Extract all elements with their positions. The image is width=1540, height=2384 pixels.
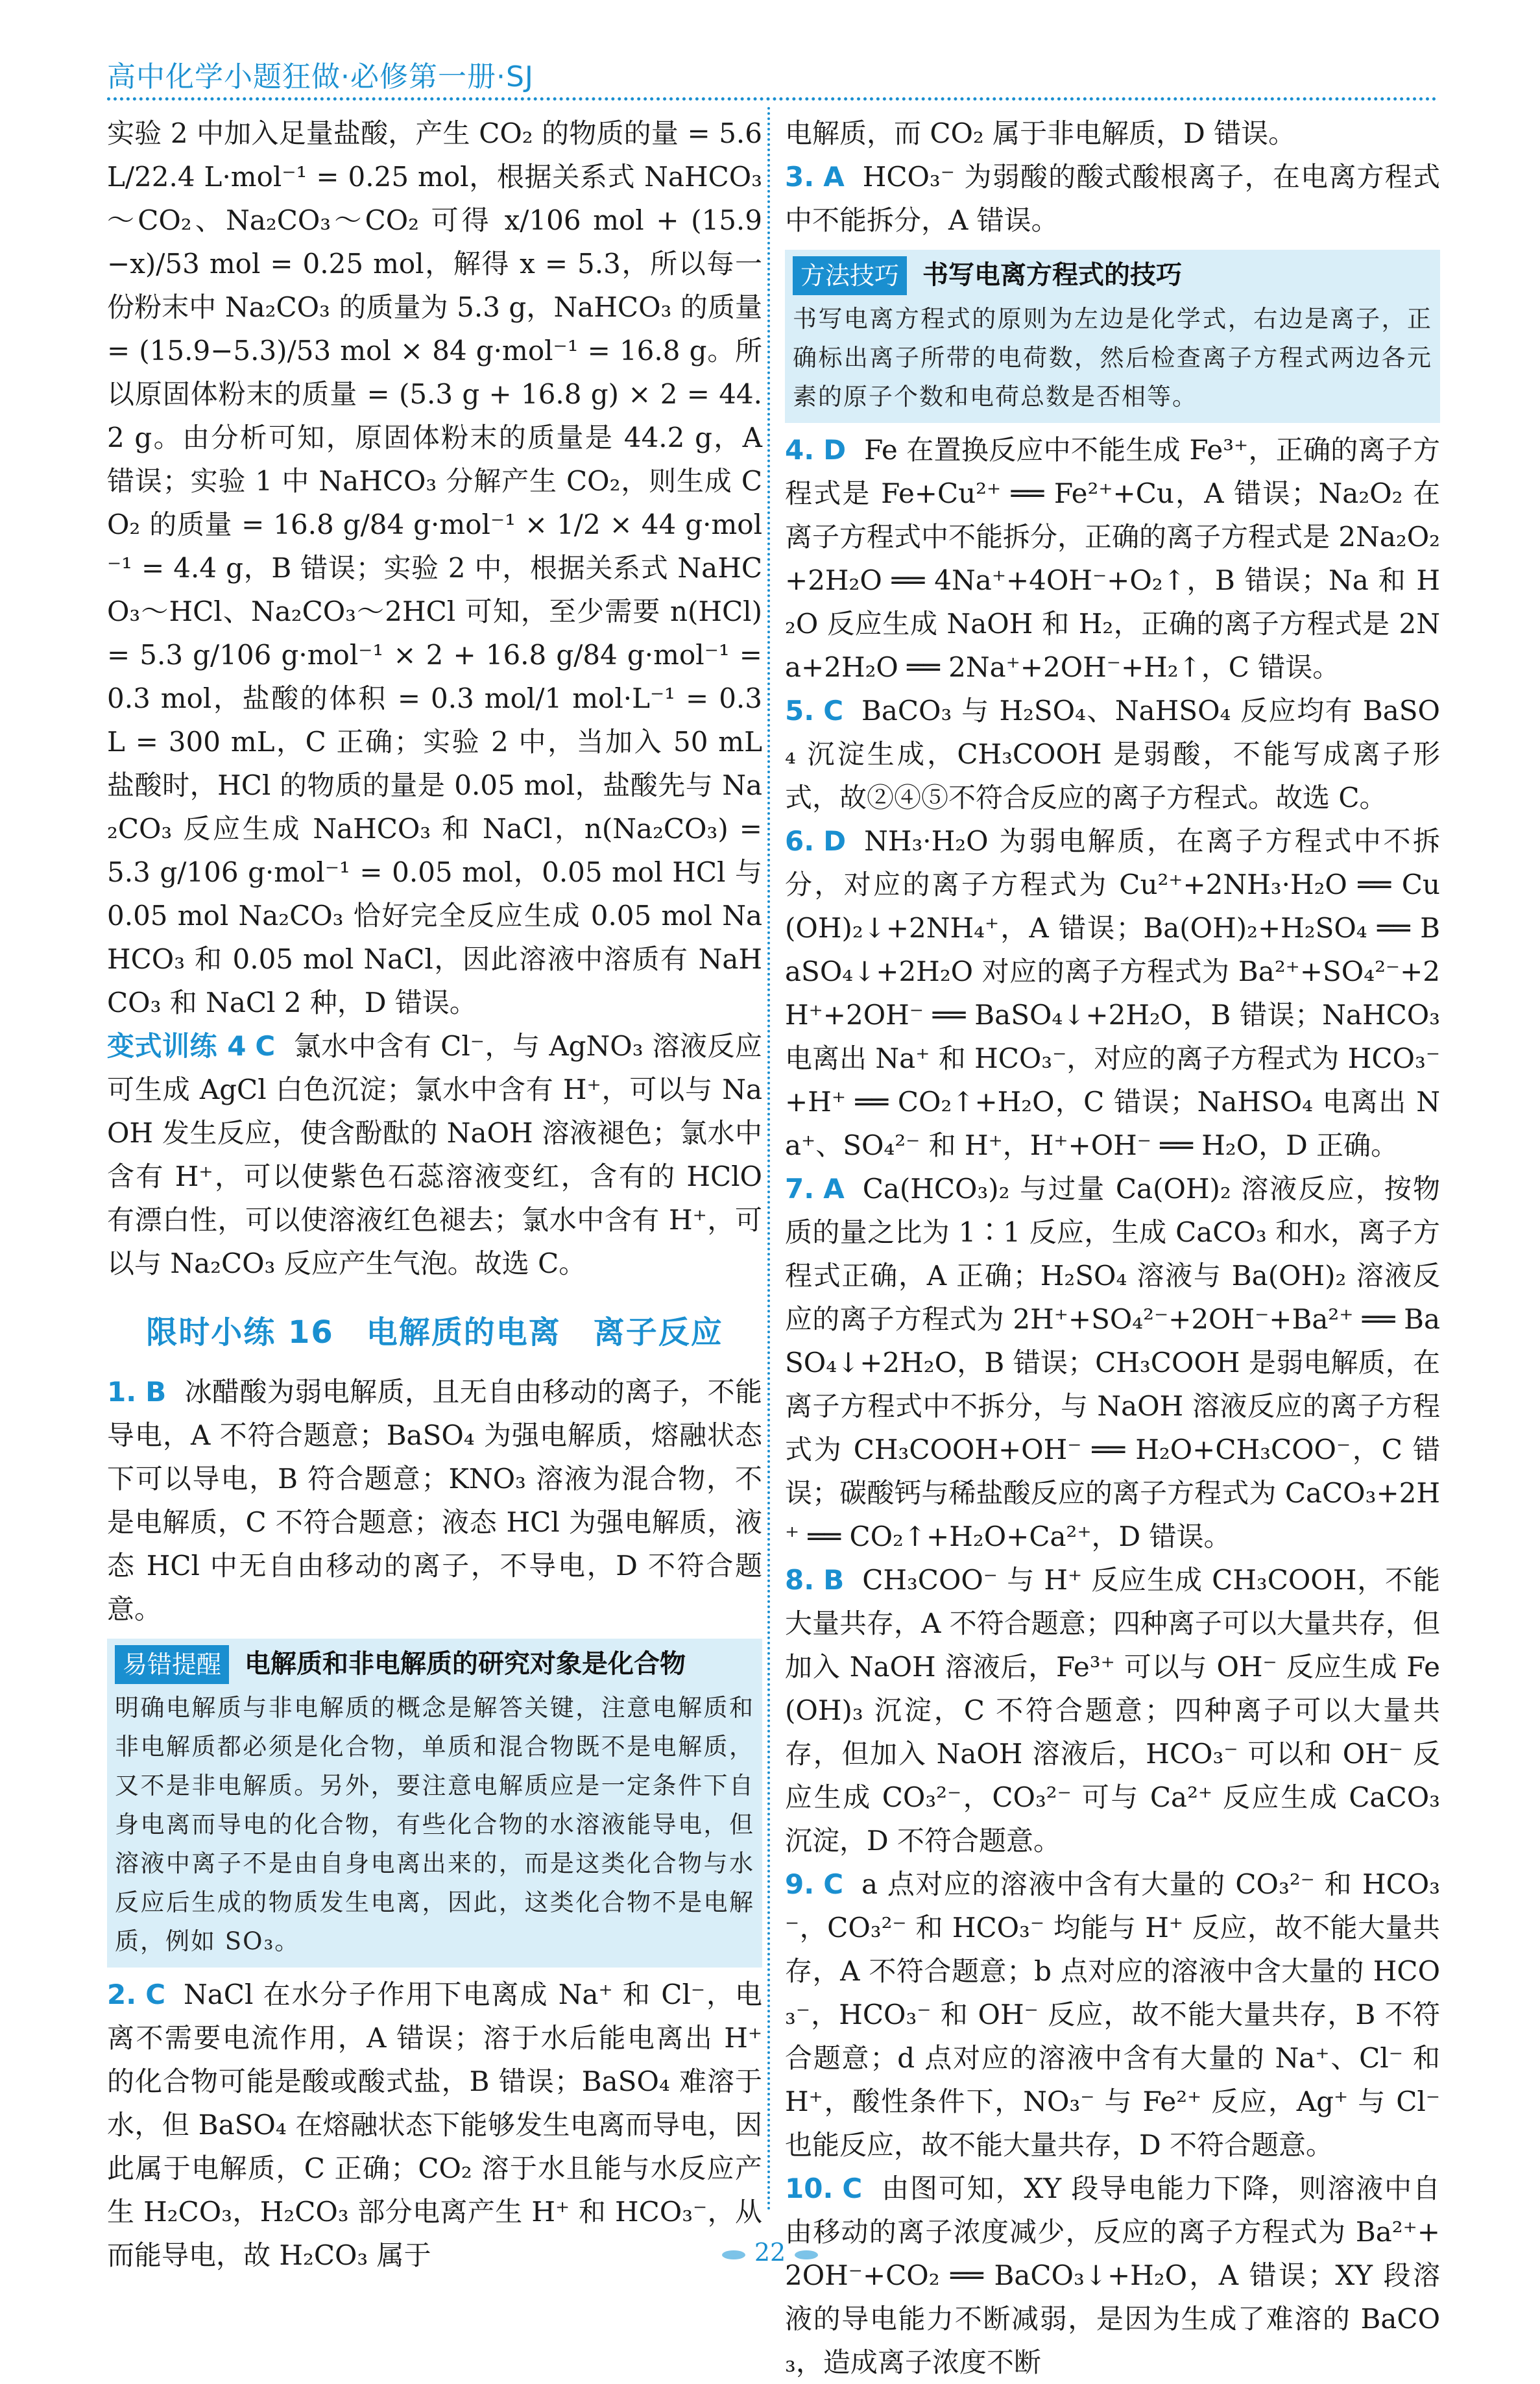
- right-column: [785, 112, 1440, 2384]
- variant-text: 氯水中含有 Cl⁻，与 AgNO₃ 溶液反应可生成 AgCl 白色沉淀；氯水中含有 H⁺，可以与 NaOH 发生反应，使含酚酞的 NaOH 溶液褪色；氯水中含有 H⁺，可以使紫色石蕊溶液变红，含有的 HClO 有漂白性，可以使溶液红色褪去；氯水中含有 H⁺，可以与 Na₂CO₃ 反应产生气泡。故选 C。: [107, 1030, 762, 1279]
- question-10: [785, 2167, 1440, 2384]
- calc-paragraph: 实验 2 中加入足量盐酸，产生 CO₂ 的物质的量 = 5.6 L/22.4 L·mol⁻¹ = 0.25 mol，根据关系式 NaHCO₃～CO₂、Na₂CO₃～CO₂ 可得 x/106 mol + (15.9−x)/53 mol = 0.25 mol，解得 x = 5.3，所以每一份粉末中 Na₂CO₃ 的质量为 5.3 g，NaHCO₃ 的质量 = (15.9−5.3)/53 mol × 84 g·mol⁻¹ = 16.8 g。所以原固体粉末的质量 = (5.3 g + 16.8 g) × 2 = 44.2 g。由分析可知，原固体粉末的质量是 44.2 g，A 错误；实验 1 中 NaHCO₃ 分解产生 CO₂，则生成 CO₂ 的质量 = 16.8 g/84 g·mol⁻¹ × 1/2 × 44 g·mol⁻¹ = 4.4 g，B 错误；实验 2 中，根据关系式 NaHCO₃～HCl、Na₂CO₃～2HCl 可知，至少需要 n(HCl) = 5.3 g/106 g·mol⁻¹ × 2 + 16.8 g/84 g·mol⁻¹ = 0.3 mol，盐酸的体积 = 0.3 mol/1 mol·L⁻¹ = 0.3 L = 300 mL，C 正确；实验 2 中，当加入 50 mL 盐酸时，HCl 的物质的量是 0.05 mol，盐酸先与 Na₂CO₃ 反应生成 NaHCO₃ 和 NaCl，n(Na₂CO₃) = 5.3 g/106 g·mol⁻¹ = 0.05 mol，0.05 mol HCl 与 0.05 mol Na₂CO₃ 恰好完全反应生成 0.05 mol NaHCO₃ 和 0.05 mol NaCl，因此溶液中溶质有 NaHCO₃ 和 NaCl 2 种，D 错误。: [107, 117, 762, 1018]
- tip-body: 书写电离方程式的原则为左边是化学式，右边是离子，正确标出离子所带的电荷数，然后检查离子方程式两边各元素的原子个数和电荷总数是否相等。: [793, 305, 1432, 411]
- question-answer: C: [145, 1979, 166, 2010]
- question-7: [785, 1167, 1440, 1558]
- variant-label: 变式训练 4: [107, 1030, 247, 1062]
- question-number: 10.: [785, 2173, 834, 2204]
- question-text: 冰醋酸为弱电解质，且无自由移动的离子，不能导电，A 不符合题意；BaSO₄ 为强电解质，熔融状态下可以导电，B 符合题意；KNO₃ 溶液为混合物，不是电解质，C 不符合题意；液态 HCl 为强电解质，液态 HCl 中无自由移动的离子，不导电，D 不符合题意。: [107, 1376, 762, 1625]
- question-4: [785, 428, 1440, 689]
- question-answer: C: [842, 2173, 863, 2204]
- header-divider: [107, 97, 1437, 101]
- variant-answer: C: [255, 1030, 276, 1062]
- question-answer: B: [823, 1564, 845, 1596]
- question-text: NaCl 在水分子作用下电离成 Na⁺ 和 Cl⁻，电离不需要电流作用，A 错误；溶于水后能电离出 H⁺ 的化合物可能是酸或酸式盐，B 错误；BaSO₄ 难溶于水，但 BaSO₄ 在熔融状态下能够发生电离而导电，因此属于电解质，C 正确；CO₂ 溶于水且能与水反应产生 H₂CO₃，H₂CO₃ 部分电离产生 H⁺ 和 HCO₃⁻，从而能导电，故 H₂CO₃ 属于: [107, 1979, 762, 2271]
- leaf-ornament-right: [795, 2250, 818, 2259]
- question-number: 1.: [107, 1376, 137, 1408]
- tip-body: 明确电解质与非电解质的概念是解答关键，注意电解质和非电解质都必须是化合物，单质和混合物既不是电解质，又不是非电解质。另外，要注意电解质应是一定条件下自身电离而导电的化合物，有些化合物的水溶液能导电，但溶液中离子不是由自身电离出来的，而是这类化合物与水反应后生成的物质发生电离，因此，这类化合物不是电解质，例如 SO₃。: [115, 1694, 754, 1955]
- question-number: 6.: [785, 825, 815, 857]
- question-answer: B: [145, 1376, 167, 1408]
- question-3: [785, 155, 1440, 242]
- question-number: 3.: [785, 161, 815, 193]
- tip-box-method: [785, 250, 1440, 423]
- question-number: 9.: [785, 1868, 815, 1900]
- question-6: [785, 819, 1440, 1167]
- question-answer: A: [823, 1173, 845, 1205]
- question-answer: A: [823, 161, 845, 193]
- section-title: 限时小练 16 电解质的电离 离子反应: [146, 1314, 723, 1351]
- question-text: Fe 在置换反应中不能生成 Fe³⁺，正确的离子方程式是 Fe+Cu²⁺ ══ Fe²⁺+Cu，A 错误；Na₂O₂ 在离子方程式中不能拆分，正确的离子方程式是 2Na₂O₂+2H₂O ══ 4Na⁺+4OH⁻+O₂↑，B 错误；Na 和 H₂O 反应生成 NaOH 和 H₂，正确的离子方程式是 2Na+2H₂O ══ 2Na⁺+2OH⁻+H₂↑，C 错误。: [785, 434, 1440, 683]
- question-1: [107, 1370, 762, 1631]
- tip-box-error-reminder: [107, 1639, 762, 1968]
- question-text: BaCO₃ 与 H₂SO₄、NaHSO₄ 反应均有 BaSO₄ 沉淀生成，CH₃COOH 是弱酸，不能写成离子形式，故②④⑤不符合反应的离子方程式。故选 C。: [785, 695, 1440, 813]
- tip-title: 电解质和非电解质的研究对象是化合物: [245, 1649, 686, 1679]
- question-9: [785, 1862, 1440, 2167]
- question-number: 7.: [785, 1173, 815, 1205]
- question-text: NH₃·H₂O 为弱电解质，在离子方程式中不拆分，对应的离子方程式为 Cu²⁺+2NH₃·H₂O ══ Cu(OH)₂↓+2NH₄⁺，A 错误；Ba(OH)₂+H₂SO₄ ══ BaSO₄↓+2H₂O 对应的离子方程式为 Ba²⁺+SO₄²⁻+2H⁺+2OH⁻ ══ BaSO₄↓+2H₂O，B 错误；NaHCO₃ 电离出 Na⁺ 和 HCO₃⁻，对应的离子方程式为 HCO₃⁻+H⁺ ══ CO₂↑+H₂O，C 错误；NaHSO₄ 电离出 Na⁺、SO₄²⁻ 和 H⁺，H⁺+OH⁻ ══ H₂O，D 正确。: [785, 825, 1440, 1161]
- page-footer: [0, 2238, 1540, 2267]
- question-2-continued: 电解质，而 CO₂ 属于非电解质，D 错误。: [785, 117, 1296, 149]
- running-header: 高中化学小题狂做·必修第一册·SJ: [107, 60, 534, 93]
- page-number: 22: [754, 2238, 786, 2267]
- question-text: HCO₃⁻ 为弱酸的酸式酸根离子，在电离方程式中不能拆分，A 错误。: [785, 161, 1440, 236]
- question-number: 2.: [107, 1979, 137, 2010]
- question-text: Ca(HCO₃)₂ 与过量 Ca(OH)₂ 溶液反应，按物质的量之比为 1∶1 反应，生成 CaCO₃ 和水，离子方程式正确，A 正确；H₂SO₄ 溶液与 Ba(OH)₂ 溶液反应的离子方程式为 2H⁺+SO₄²⁻+2OH⁻+Ba²⁺ ══ BaSO₄↓+2H₂O，B 错误；CH₃COOH 是弱电解质，在离子方程式中不拆分，与 NaOH 溶液反应的离子方程式为 CH₃COOH+OH⁻ ══ H₂O+CH₃COO⁻，C 错误；碳酸钙与稀盐酸反应的离子方程式为 CaCO₃+2H⁺ ══ CO₂↑+H₂O+Ca²⁺，D 错误。: [785, 1173, 1440, 1552]
- tip-title: 书写电离方程式的技巧: [922, 260, 1183, 290]
- question-text: CH₃COO⁻ 与 H⁺ 反应生成 CH₃COOH，不能大量共存，A 不符合题意；四种离子可以大量共存，但加入 NaOH 溶液后，Fe³⁺ 可以与 OH⁻ 反应生成 Fe(OH)₃ 沉淀，C 不符合题意；四种离子可以大量共存，但加入 NaOH 溶液后，HCO₃⁻ 可以和 OH⁻ 反应生成 CO₃²⁻，CO₃²⁻ 可与 Ca²⁺ 反应生成 CaCO₃ 沉淀，D 不符合题意。: [785, 1564, 1440, 1857]
- tip-tag: 易错提醒: [115, 1645, 229, 1684]
- question-number: 5.: [785, 695, 815, 727]
- question-answer: D: [823, 825, 847, 857]
- question-8: [785, 1558, 1440, 1862]
- question-answer: C: [823, 1868, 844, 1900]
- question-2: [107, 1973, 762, 2277]
- leaf-ornament-left: [722, 2250, 745, 2259]
- tip-tag: 方法技巧: [793, 256, 907, 295]
- question-answer: D: [823, 434, 847, 466]
- left-column: [107, 112, 762, 2277]
- column-divider: [767, 107, 770, 2212]
- question-text: 由图可知，XY 段导电能力下降，则溶液中自由移动的离子浓度减少，反应的离子方程式为 Ba²⁺+2OH⁻+CO₂ ══ BaCO₃↓+H₂O，A 错误；XY 段溶液的导电能力不断减弱，是因为生成了难溶的 BaCO₃，造成离子浓度不断: [785, 2173, 1440, 2378]
- variant-exercise: [107, 1024, 762, 1285]
- question-answer: C: [823, 695, 844, 727]
- question-number: 4.: [785, 434, 815, 466]
- question-5: [785, 689, 1440, 819]
- question-text: a 点对应的溶液中含有大量的 CO₃²⁻ 和 HCO₃⁻，CO₃²⁻ 和 HCO₃⁻ 均能与 H⁺ 反应，故不能大量共存，A 不符合题意；b 点对应的溶液中含大量的 HCO₃⁻，HCO₃⁻ 和 OH⁻ 反应，故不能大量共存，B 不符合题意；d 点对应的溶液中含有大量的 Na⁺、Cl⁻ 和 H⁺，酸性条件下，NO₃⁻ 与 Fe²⁺ 反应，Ag⁺ 与 Cl⁻ 也能反应，故不能大量共存，D 不符合题意。: [785, 1868, 1440, 2161]
- question-number: 8.: [785, 1564, 815, 1596]
